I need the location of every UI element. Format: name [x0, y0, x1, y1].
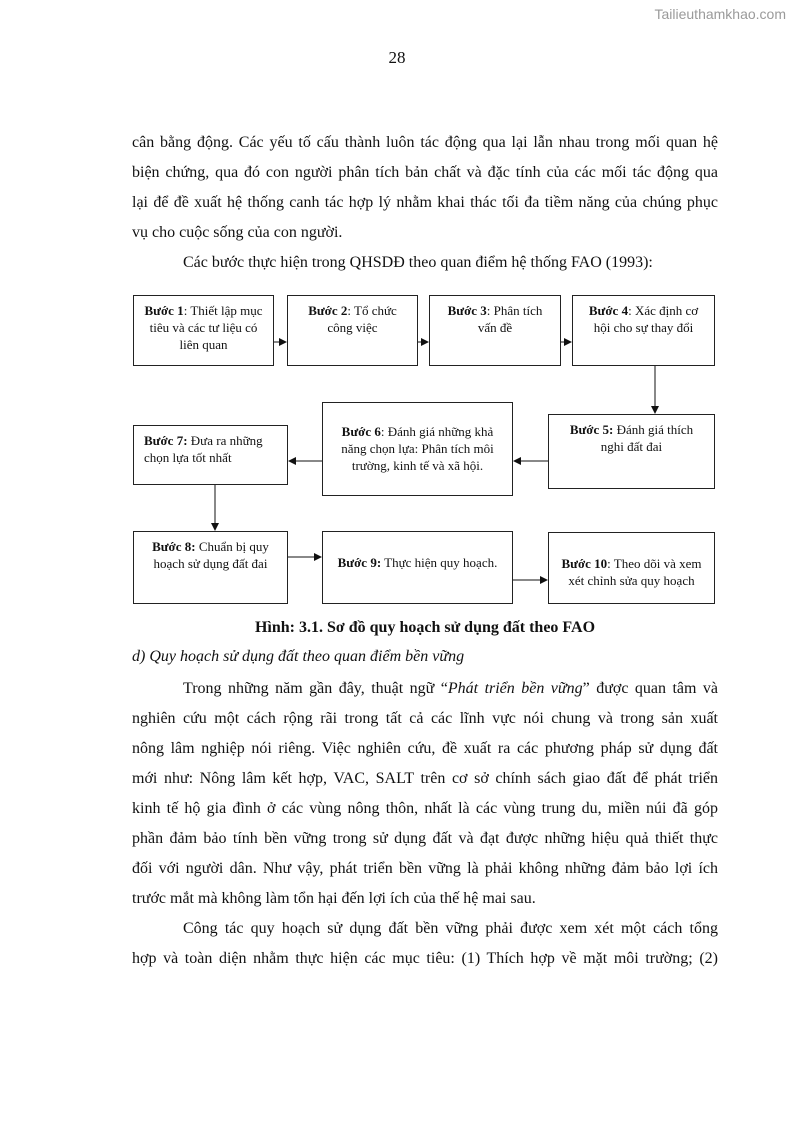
- text-line: phần đảm bảo tính bền vững trong sử dụng đất và đạt được những hiệu quả thiết thực: [132, 830, 718, 847]
- step-label: Bước 1: [144, 303, 184, 318]
- text-line: lại để đề xuất hệ thống canh tác hợp lý nhằm khai thác tối đa tiềm năng của chúng phục: [132, 194, 718, 211]
- text-line: hợp và toàn diện nhằm thực hiện các mục tiêu: (1) Thích hợp về mặt môi trường; (2): [132, 950, 718, 967]
- page-number: 28: [388, 48, 406, 67]
- step-text: : Xác định cơ hội cho sự thay đổi: [593, 303, 699, 335]
- step-label: Bước 6: [341, 424, 381, 439]
- text-segment: Trong những năm gần đây, thuật ngữ “: [183, 680, 448, 697]
- text-line: Công tác quy hoạch sử dụng đất bền vững phải được xem xét một cách tổng: [183, 920, 718, 937]
- step-label: Bước 2: [308, 303, 348, 318]
- step-text: : Tổ chức công việc: [327, 303, 397, 335]
- text-line: cân bằng động. Các yếu tố cấu thành luôn tác động qua lại lẫn nhau trong mối quan hệ: [132, 134, 718, 151]
- section-heading: d) Quy hoạch sử dụng đất theo quan điểm bền vững: [132, 648, 465, 665]
- figure-caption: Hình: 3.1. Sơ đồ quy hoạch sử dụng đất theo FAO: [254, 619, 596, 636]
- step-text: Chuẩn bị quy hoạch sử dụng đất đai: [153, 539, 269, 571]
- step-text: : Thiết lập mục tiêu và các tư liệu có liên quan: [149, 303, 263, 352]
- text-line: kinh tế hộ gia đình ở các vùng nông thôn, nhất là các vùng trung du, miền núi đã góp: [132, 800, 718, 817]
- step-label: Bước 10: [561, 556, 608, 571]
- watermark: Tailieuthamkhao.com: [654, 6, 786, 22]
- text-line: mới như: Nông lâm kết hợp, VAC, SALT trên cơ sở chính sách giao đất để phát triển: [132, 770, 718, 787]
- sustainable-paragraph: [132, 674, 718, 974]
- text-line: biện chứng, qua đó con người phân tích bản chất và đặc tính của các mối tác động qua: [132, 164, 718, 181]
- step-text: : Đánh giá những khả năng chọn lựa: Phân tích môi trường, kinh tế và xã hội.: [341, 424, 494, 473]
- step-label: Bước 3: [447, 303, 487, 318]
- text-line: nghiên cứu một cách rộng rãi trong tất cả các lĩnh vực nói chung và trong sản xuất: [132, 710, 718, 727]
- text-line: [132, 674, 718, 704]
- step-text: Đưa ra những chọn lựa tốt nhất: [144, 433, 263, 465]
- text-line: vụ cho cuộc sống của con người.: [132, 224, 343, 241]
- steps-intro: Các bước thực hiện trong QHSDĐ theo quan điểm hệ thống FAO (1993):: [183, 254, 653, 271]
- text-segment: ” được quan tâm và: [582, 680, 719, 697]
- text-line: trước mắt mà không làm tổn hại đến lợi ích của thế hệ mai sau.: [132, 890, 536, 907]
- step-label: Bước 7:: [144, 433, 188, 448]
- step-text: : Phân tích vấn đề: [477, 303, 543, 335]
- step-label: Bước 4: [588, 303, 629, 318]
- text-line: đối với người dân. Như vậy, phát triển bền vững là phải không những đảm bảo lợi ích: [132, 860, 718, 877]
- step-label: Bước 9:: [337, 555, 382, 570]
- step-label: Bước 5:: [569, 422, 614, 437]
- step-text: : Theo dõi và xem xét chỉnh sửa quy hoạch: [568, 556, 702, 588]
- step-label: Bước 8:: [152, 539, 196, 554]
- step-text: Thực hiện quy hoạch.: [381, 555, 498, 570]
- step-text: Đánh giá thích nghi đất đai: [600, 422, 694, 454]
- italic-term: Phát triển bền vững: [447, 680, 583, 697]
- text-line: nông lâm nghiệp nói riêng. Việc nghiên cứu, đề xuất ra các phương pháp sử dụng đất: [132, 740, 718, 757]
